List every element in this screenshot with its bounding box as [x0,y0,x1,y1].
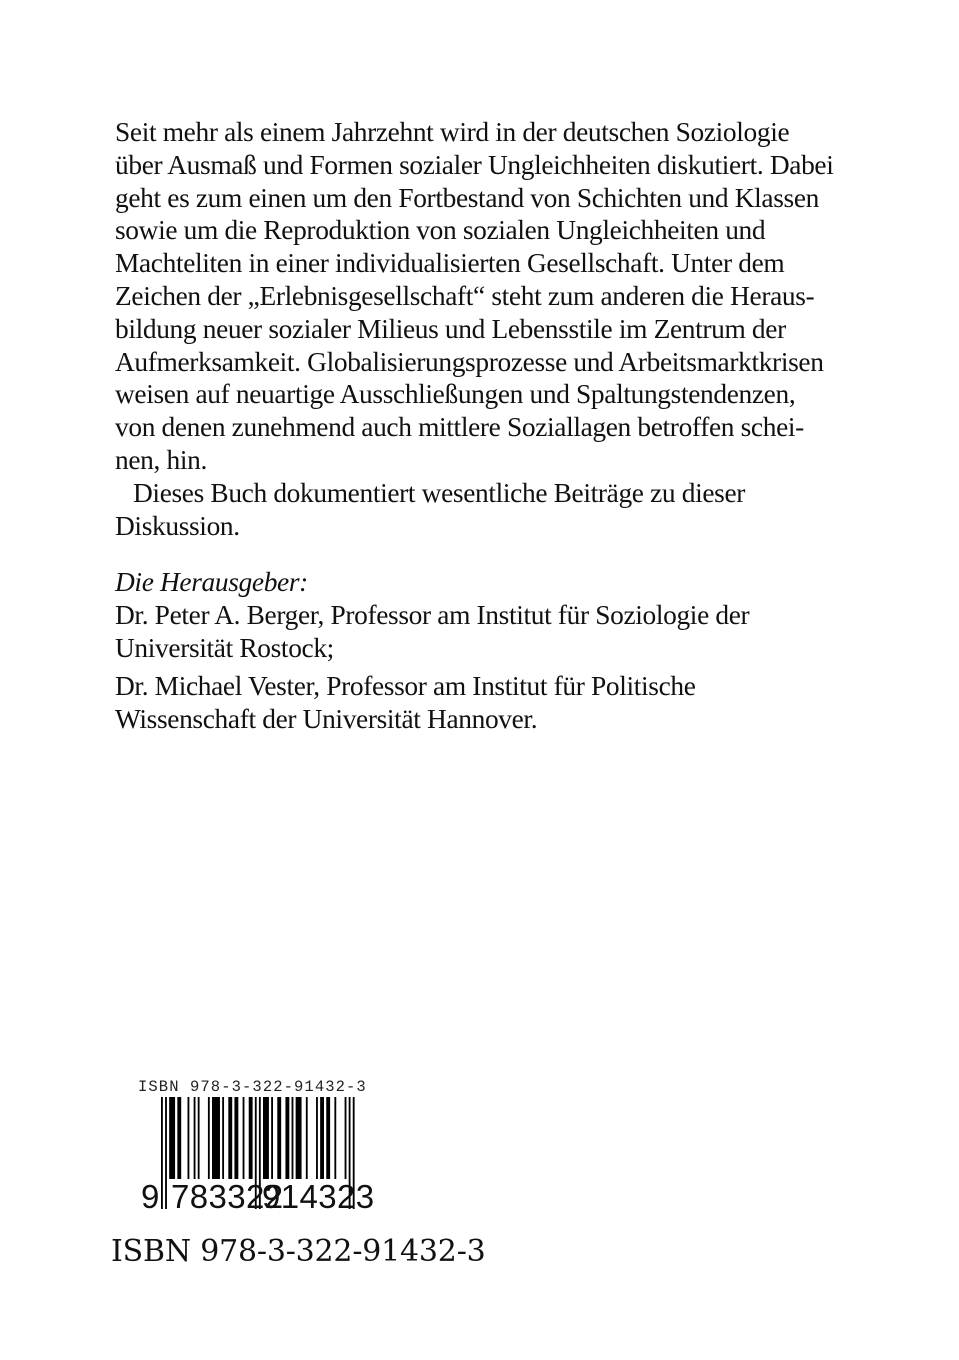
blurb-line: Seit mehr als einem Jahrzehnt wird in der deutschen Soziologie [115,117,790,147]
barcode-first-digit: 9 [141,1178,160,1215]
editor-line: Dr. Michael Vester, Professor am Institut für Politische [115,671,696,702]
blurb-line: Machteliten in einer individualisierten Gesellschaft. Unter dem [115,248,785,279]
editor-line: Wissenschaft der Universität Hannover. [115,704,538,735]
blurb-line: geht es zum einen um den Fortbestand von Schichten und Klassen [115,182,820,213]
blurb-line: Aufmerksamkeit. Globalisierungsprozesse und Arbeitsmarktkrisen [115,346,824,377]
blurb-line: Diskussion. [115,510,240,541]
blurb-line: bildung neuer sozialer Milieus und Lebensstile im Zentrum der [115,313,786,344]
blurb-line: über Ausmaß und Formen sozialer Ungleichheiten diskutiert. Dabei [115,149,834,180]
blurb-text [115,116,855,542]
editors-heading: Die Herausgeber: [115,567,308,597]
blurb-line: sowie um die Reproduktion von sozialen Ungleichheiten und [115,215,766,246]
barcode-right-digits: 914323 [262,1178,375,1215]
editor-line: Universität Rostock; [115,632,334,663]
blurb-line: weisen auf neuartige Ausschließungen und Spaltungstendenzen, [115,379,796,410]
barcode-left-digits: 783322 [171,1178,284,1215]
blurb-line: Zeichen der „Erlebnisgesellschaft“ steht zum anderen die Heraus- [115,280,815,311]
blurb-line: Dieses Buch dokumentiert wesentliche Beiträge zu dieser [133,477,746,508]
isbn-bottom: ISBN 978-3-322-91432-3 [111,1234,486,1269]
editor-line: Dr. Peter A. Berger, Professor am Institut für Soziologie der [115,599,750,630]
barcode-isbn-label: ISBN 978-3-322-91432-3 [138,1078,367,1096]
blurb-line: von denen zunehmend auch mittlere Soziallagen betroffen schei- [115,412,804,443]
editors-section [115,566,855,736]
blurb-line: nen, hin. [115,444,207,475]
